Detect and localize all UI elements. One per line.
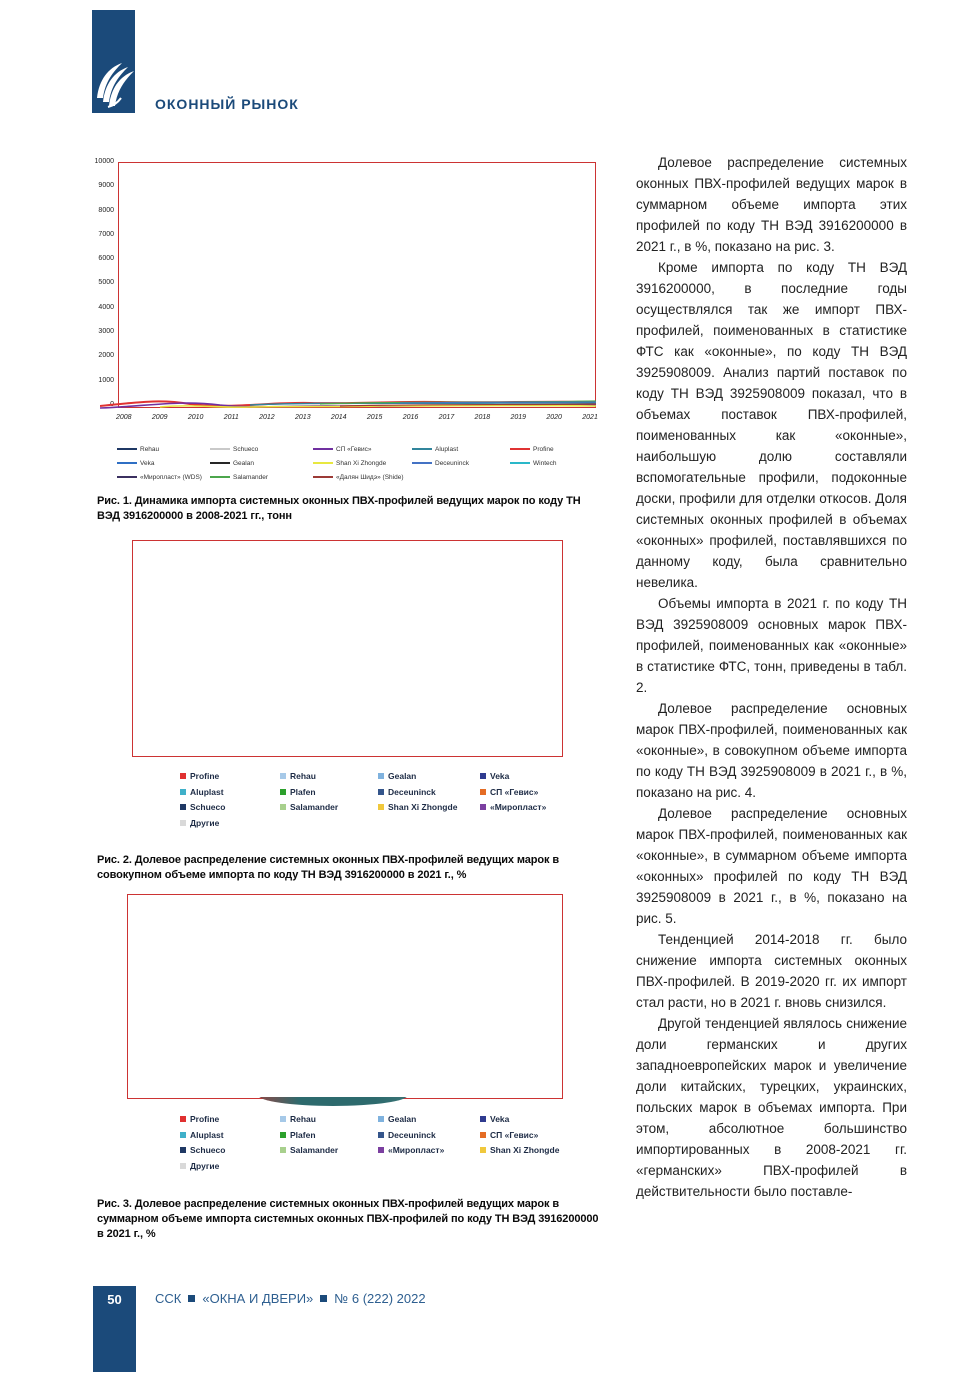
legend-square-swatch [480, 1132, 486, 1138]
legend-label: Rehau [290, 1114, 316, 1125]
legend-label: Другие [190, 1160, 220, 1171]
legend-label: Veka [140, 459, 155, 467]
legend-label: СП «Гевис» [336, 445, 372, 453]
legend-square-swatch [180, 789, 186, 795]
y-tick-label: 9000 [98, 182, 114, 190]
article-paragraph: Долевое распределение основных марок ПВХ-профилей, поименованных как «оконные», в совокупном объеме импорта по коду ТН ВЭД 3925908009 в 2021 г., в %, показано на рис. 4. [636, 701, 907, 800]
legend-square-swatch [180, 1163, 186, 1169]
y-tick-label: 5000 [98, 279, 114, 287]
legend-item [280, 1142, 378, 1158]
fig3-legend [180, 1111, 604, 1173]
fig1-legend [117, 442, 604, 484]
legend-item [210, 442, 313, 456]
legend-label: Schueco [190, 1145, 226, 1156]
legend-item [117, 442, 210, 456]
legend-label: Другие [190, 817, 220, 828]
legend-square-swatch [180, 1132, 186, 1138]
publisher-logo [92, 10, 135, 113]
legend-square-swatch [378, 1132, 384, 1138]
legend-square-swatch [378, 804, 384, 810]
legend-item [510, 456, 604, 470]
legend-item [510, 442, 604, 456]
legend-square-swatch [378, 789, 384, 795]
fig3-pie-sliver [258, 1097, 408, 1106]
y-tick-label: 10000 [94, 158, 114, 165]
x-tick-label: 2019 [510, 414, 527, 421]
legend-item [210, 456, 313, 470]
legend-square-swatch [480, 1116, 486, 1122]
y-tick-label: 4000 [98, 303, 114, 311]
legend-square-swatch [280, 1147, 286, 1153]
legend-square-swatch [180, 773, 186, 779]
legend-item [180, 784, 280, 800]
legend-item [210, 470, 313, 484]
legend-line-swatch [117, 462, 137, 464]
legend-square-swatch [378, 1147, 384, 1153]
page-number-box [93, 1286, 136, 1372]
square-bullet-icon [320, 1295, 327, 1302]
legend-item [480, 769, 604, 785]
x-tick-label: 2010 [187, 414, 204, 421]
y-tick-label: 1000 [98, 376, 114, 384]
legend-item [180, 1127, 280, 1143]
square-bullet-icon [188, 1295, 195, 1302]
legend-item [378, 769, 480, 785]
article-paragraph: Другой тенденцией являлось снижение доли германских и других западноевропейских марок и увеличение доли китайских, турецких, украинских, польских марок в объемах импорта. При этом, абсолютное большинство импортированных в 2008-2021 гг. «германских» ПВХ-профилей в действительности было поставле- [636, 1016, 907, 1199]
legend-label: Aluplast [435, 445, 459, 453]
legend-item [313, 456, 412, 470]
y-tick-label: 8000 [98, 206, 114, 214]
legend-square-swatch [280, 1116, 286, 1122]
legend-line-swatch [412, 448, 432, 450]
legend-item [280, 1127, 378, 1143]
figures-column [88, 156, 604, 1242]
legend-label: Shan Xi Zhongde [388, 802, 458, 813]
legend-label: «Миропласт» [490, 802, 547, 813]
legend-label: Schueco [233, 445, 259, 453]
legend-item [117, 470, 210, 484]
legend-item [412, 442, 510, 456]
legend-square-swatch [280, 773, 286, 779]
y-tick-label: 7000 [98, 230, 114, 238]
fig1-plot-placeholder [118, 162, 596, 408]
legend-item [280, 784, 378, 800]
legend-label: Gealan [388, 771, 417, 782]
legend-item [378, 1142, 480, 1158]
x-tick-label: 2014 [330, 414, 347, 421]
legend-item [280, 769, 378, 785]
legend-square-swatch [480, 1147, 486, 1153]
legend-square-swatch [180, 1147, 186, 1153]
swoosh-icon [92, 10, 135, 113]
legend-line-swatch [210, 448, 230, 450]
x-tick-label: 2018 [474, 414, 491, 421]
legend-item [180, 800, 280, 816]
legend-label: Rehau [290, 771, 316, 782]
x-tick-label: 2017 [438, 414, 455, 421]
legend-item [180, 815, 280, 831]
legend-item [180, 1111, 280, 1127]
legend-label: Deceuninck [388, 786, 436, 797]
legend-square-swatch [480, 789, 486, 795]
footer-line [155, 1291, 426, 1306]
legend-item [313, 442, 412, 456]
issue-number: № 6 (222) 2022 [334, 1291, 426, 1306]
legend-label: Schueco [190, 802, 226, 813]
article-paragraph: Долевое распределение системных оконных ПВХ-профилей ведущих марок в суммарном объеме импорта этих профилей по коду ТН ВЭД 3916200000 в 2021 г., в %, показано на рис. 3. [636, 155, 907, 254]
legend-line-swatch [117, 476, 137, 478]
legend-label: Shan Xi Zhongde [490, 1145, 560, 1156]
article-paragraph: Долевое распределение основных марок ПВХ-профилей, поименованных как «оконные», в суммарном объеме импорта «оконных» профилей по коду ТН ВЭД 3925908009 в 2021 г., в %, показано на рис. 5. [636, 806, 907, 926]
x-tick-label: 2009 [151, 414, 168, 421]
legend-line-swatch [412, 462, 432, 464]
legend-label: Veka [490, 771, 510, 782]
x-tick-label: 2012 [259, 414, 275, 421]
legend-label: Aluplast [190, 786, 224, 797]
legend-label: Plafen [290, 786, 316, 797]
legend-item [480, 1142, 604, 1158]
y-tick-label: 6000 [98, 255, 114, 263]
legend-item [280, 800, 378, 816]
legend-line-swatch [313, 462, 333, 464]
legend-label: Aluplast [190, 1129, 224, 1140]
legend-square-swatch [180, 1116, 186, 1122]
legend-label: Profine [190, 1114, 220, 1125]
legend-label: Wintech [533, 459, 557, 467]
magazine-name: «ОКНА И ДВЕРИ» [202, 1291, 314, 1306]
legend-line-swatch [510, 448, 530, 450]
legend-item [378, 784, 480, 800]
figure-1-chart [88, 156, 604, 428]
y-tick-label: 2000 [98, 352, 114, 360]
legend-item [480, 1127, 604, 1143]
legend-line-swatch [313, 448, 333, 450]
legend-label: Deceuninck [435, 459, 469, 467]
article-paragraph: Кроме импорта по коду ТН ВЭД 3916200000, в последние годы осуществлялся так же импорт ПВХ-профилей, поименованных в статистике ФТС как «оконные», по коду ТН ВЭД 3925908009. Анализ партий поставок по коду ТН ВЭД 3925908009 показал, что в объемах поставок ПВХ-профилей, поименованных как «оконные», наибольшую долю составляли вспомогательные профили, подоконные доски, профили для отделки откосов. Доля системных оконных профилей в объемах «оконных» профилей, поставлявшихся по данному коду, была сравнительно невелика. [636, 260, 907, 590]
page-number: 50 [107, 1292, 122, 1307]
legend-label: Salamander [290, 802, 339, 813]
legend-line-swatch [117, 448, 137, 450]
x-tick-label: 2020 [546, 414, 562, 421]
x-tick-label: 2015 [366, 414, 383, 421]
legend-item [180, 769, 280, 785]
legend-label: Veka [490, 1114, 510, 1125]
legend-label: Gealan [388, 1114, 417, 1125]
fig3-plot-placeholder [127, 894, 563, 1099]
legend-label: СП «Гевис» [490, 786, 539, 797]
pie-chart-edge [258, 1097, 408, 1106]
legend-item [180, 1142, 280, 1158]
legend-item [378, 1111, 480, 1127]
y-tick-label: 0 [110, 400, 114, 408]
legend-line-swatch [210, 462, 230, 464]
legend-square-swatch [280, 1132, 286, 1138]
legend-line-swatch [210, 476, 230, 478]
x-tick-label: 2008 [116, 414, 132, 421]
legend-label: Shan Xi Zhongde [336, 459, 387, 467]
legend-square-swatch [378, 1116, 384, 1122]
legend-square-swatch [280, 804, 286, 810]
legend-square-swatch [480, 773, 486, 779]
legend-label: Salamander [233, 473, 269, 481]
legend-square-swatch [378, 773, 384, 779]
journal-name: ССК [155, 1291, 182, 1306]
article-column [636, 152, 907, 1202]
legend-item [378, 800, 480, 816]
y-tick-label: 3000 [98, 328, 114, 336]
fig2-legend [180, 769, 604, 831]
legend-line-swatch [313, 476, 333, 478]
fig2-plot-placeholder [132, 540, 563, 757]
x-tick-label: 2011 [223, 414, 239, 421]
legend-label: Profine [533, 445, 554, 453]
legend-item [280, 1111, 378, 1127]
legend-item [117, 456, 210, 470]
legend-item [313, 470, 412, 484]
legend-square-swatch [280, 789, 286, 795]
section-title: ОКОННЫЙ РЫНОК [155, 96, 299, 112]
legend-label: Plafen [290, 1129, 316, 1140]
legend-square-swatch [180, 820, 186, 826]
article-paragraph: Тенденцией 2014-2018 гг. было снижение импорта системных оконных ПВХ-профилей. В 2019-2020 гг. их импорт стал расти, но в 2021 г. вновь снизился. [636, 932, 907, 1010]
legend-item [180, 1158, 280, 1174]
legend-label: «Миропласт» (WDS) [140, 473, 202, 481]
legend-label: «Миропласт» [388, 1145, 445, 1156]
legend-label: «Далян Шидэ» (Shide) [336, 473, 404, 481]
legend-square-swatch [180, 804, 186, 810]
legend-label: Gealan [233, 459, 254, 467]
legend-line-swatch [510, 462, 530, 464]
legend-label: Profine [190, 771, 220, 782]
legend-item [412, 456, 510, 470]
legend-square-swatch [480, 804, 486, 810]
legend-item [480, 1111, 604, 1127]
article-paragraph: Объемы импорта в 2021 г. по коду ТН ВЭД 3925908009 основных марок ПВХ-профилей, поименованных как «оконные» в статистике ФТС, тонн, приведены в табл. 2. [636, 596, 907, 695]
legend-label: Rehau [140, 445, 160, 453]
legend-label: Salamander [290, 1145, 339, 1156]
figure-1-caption: Рис. 1. Динамика импорта системных оконных ПВХ-профилей ведущих марок по коду ТН ВЭД 3916200000 в 2008-2021 гг., тонн [97, 495, 581, 522]
fig1-y-axis [88, 158, 114, 408]
legend-label: СП «Гевис» [490, 1129, 539, 1140]
figure-3-caption: Рис. 3. Долевое распределение системных оконных ПВХ-профилей ведущих марок в суммарном объеме импорта системных оконных ПВХ-профилей по коду ТН ВЭД 3916200000 в 2021 г., % [97, 1198, 599, 1241]
legend-item [378, 1127, 480, 1143]
figure-2-caption: Рис. 2. Долевое распределение системных оконных ПВХ-профилей ведущих марок в совокупном объеме импорта по коду ТН ВЭД 3916200000 в 2021 г., % [97, 853, 560, 881]
legend-item [480, 784, 604, 800]
x-tick-label: 2013 [295, 414, 311, 421]
fig1-x-axis [116, 414, 598, 421]
legend-item [480, 800, 604, 816]
fig1-line-traces [100, 396, 598, 410]
x-tick-label: 2016 [402, 414, 419, 421]
legend-label: Deceuninck [388, 1129, 436, 1140]
x-tick-label: 2021 [582, 414, 598, 421]
